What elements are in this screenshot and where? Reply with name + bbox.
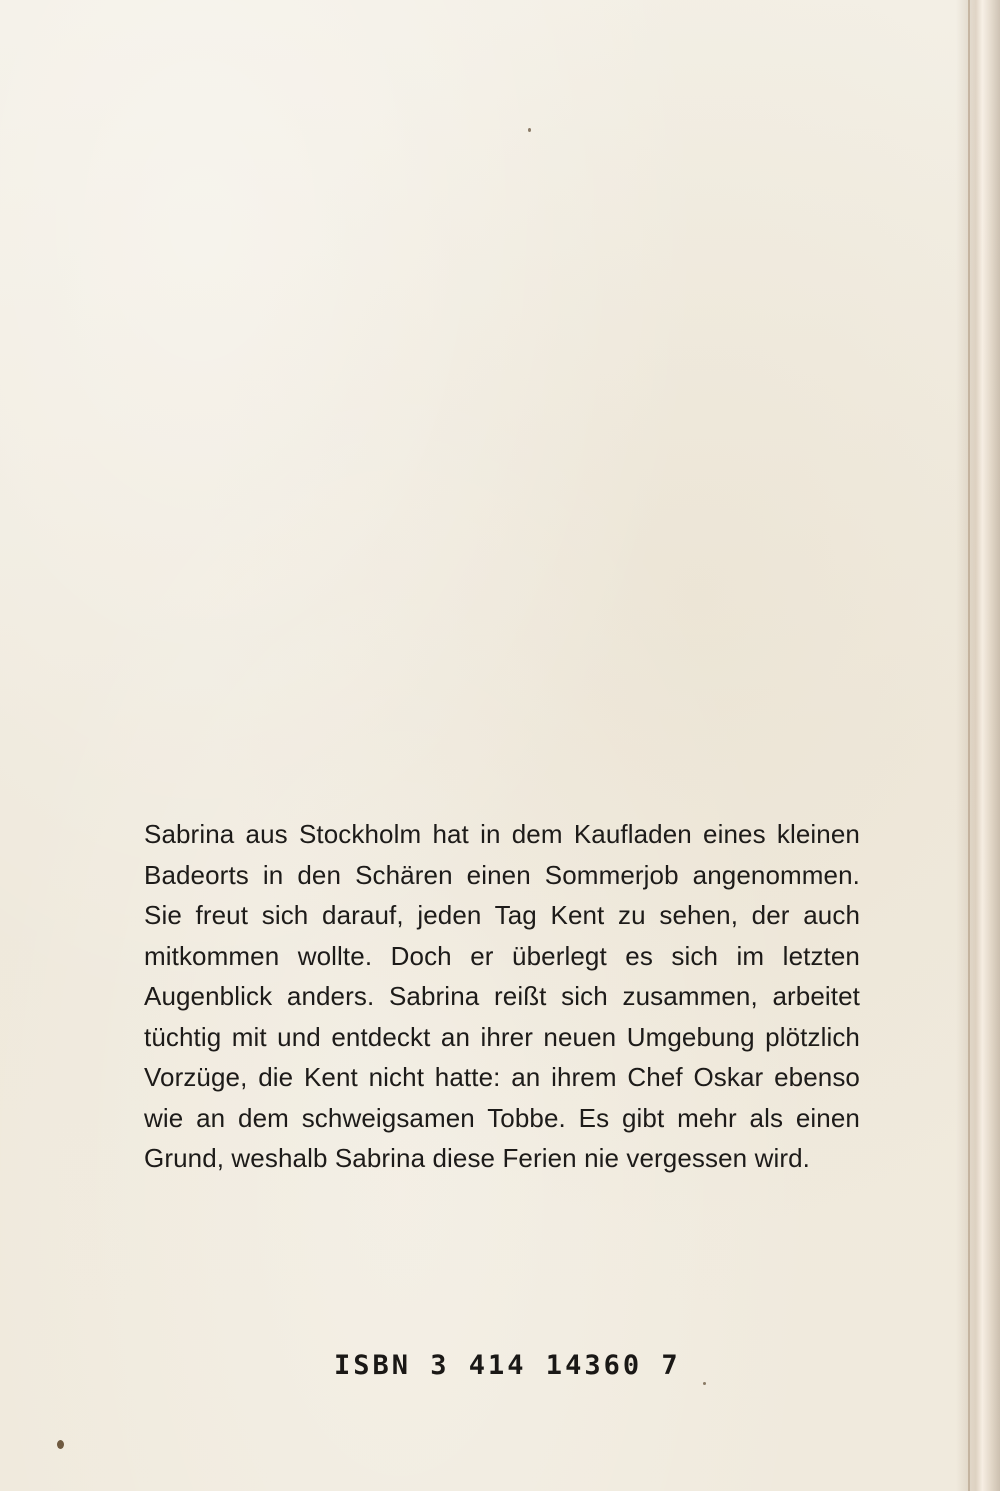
cover-speck bbox=[528, 128, 531, 132]
blurb-line: Augenblick anders. Sabrina reißt sich zusammen, arbeitet bbox=[144, 981, 860, 1011]
blurb-line: Vorzüge, die Kent nicht hatte: an ihrem Chef Oskar ebenso bbox=[144, 1062, 860, 1092]
blurb-text bbox=[144, 814, 860, 1179]
blurb-line: tüchtig mit und entdeckt an ihrer neuen Umgebung plötzlich bbox=[144, 1021, 860, 1052]
isbn-number: ISBN 3 414 14360 7 bbox=[334, 1350, 681, 1381]
cover-speck bbox=[703, 1382, 706, 1385]
blurb-line: Sie freut sich darauf, jeden Tag Kent zu sehen, der auch bbox=[144, 900, 860, 930]
blurb-line: wie an dem schweigsamen Tobbe. Es gibt mehr als einen bbox=[144, 1102, 860, 1133]
blurb-line: mitkommen wollte. Doch er überlegt es sich im letzten bbox=[144, 940, 860, 971]
blurb-line: Badeorts in den Schären einen Sommerjob angenommen. bbox=[144, 859, 860, 890]
spine-edge bbox=[956, 0, 1000, 1491]
blurb-line: Sabrina aus Stockholm hat in dem Kaufladen eines kleinen bbox=[144, 819, 860, 849]
cover-speck bbox=[57, 1440, 64, 1449]
blurb-line: Grund, weshalb Sabrina diese Ferien nie vergessen wird. bbox=[144, 1143, 810, 1173]
